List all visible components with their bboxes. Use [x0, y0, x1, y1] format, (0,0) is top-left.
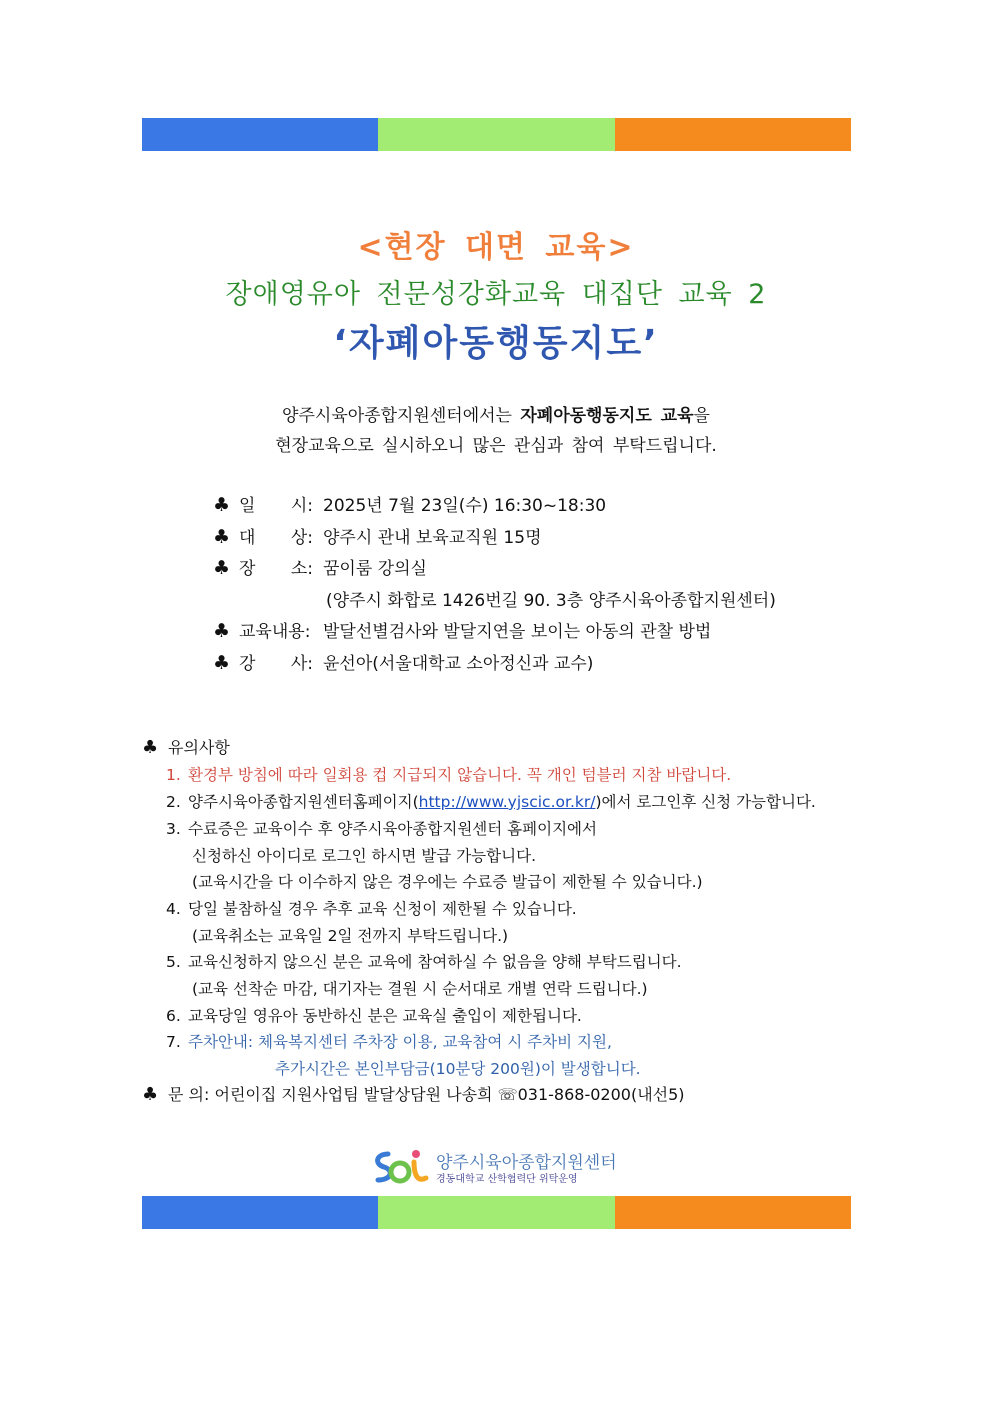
bottom-color-bar [142, 1196, 851, 1229]
contact-phone: 031-868-0200(내선5) [517, 1085, 685, 1104]
center-name: 양주시육아종합지원센터 [436, 1153, 617, 1173]
note-4-line-2: (교육취소는 교육일 2일 전까지 부탁드립니다.) [192, 927, 509, 945]
center-logo [370, 1146, 630, 1188]
note-6: 6. 교육당일 영유아 동반하신 분은 교육실 출입이 제한됩니다. [166, 1007, 582, 1025]
target-value: 양주시 관내 보육교직원 15명 [323, 528, 542, 548]
note-5: 5. 교육신청하지 않으신 분은 교육에 참여하실 수 없음을 양해 부탁드립니다. [166, 953, 682, 971]
bar-segment-orange [615, 118, 851, 151]
place-address: (양주시 화합로 1426번길 90. 3층 양주시육아종합지원센터) [326, 591, 776, 611]
club-bullet-icon: ♣ [213, 557, 231, 579]
content-label: 교육내용: [239, 622, 311, 642]
bar-segment-orange [615, 1196, 851, 1229]
contact-label: 문 의: [168, 1085, 210, 1104]
center-operator: 경동대학교 산학협력단 위탁운영 [436, 1174, 578, 1185]
note-3-line-3: (교육시간을 다 이수하지 않은 경우에는 수료증 발급이 제한될 수 있습니다.) [192, 873, 703, 891]
note-2: 2. 양주시육아종합지원센터홈페이지(http://www.yjscic.or.kr/)에서 로그인후 신청 가능합니다. [166, 793, 816, 811]
detail-date [213, 491, 606, 516]
note-7: 7. 주차안내: 체육복지센터 주차장 이용, 교육참여 시 주차비 지원, [166, 1033, 612, 1051]
bar-segment-blue [142, 1196, 378, 1229]
lecturer-label: 강 사: [239, 654, 313, 674]
target-label: 대 상: [239, 528, 313, 548]
date-value: 2025년 7월 23일(수) 16:30~18:30 [323, 496, 607, 516]
place-label: 장 소: [239, 559, 313, 579]
center-logo-icon [370, 1146, 432, 1188]
intro-course-name: 자폐아동행동지도 교육 [520, 406, 694, 426]
note-4: 4. 당일 불참하실 경우 추후 교육 신청이 제한될 수 있습니다. [166, 900, 577, 918]
content-value: 발달선별검사와 발달지연을 보이는 아동의 관찰 방법 [323, 622, 712, 642]
club-bullet-icon: ♣ [213, 494, 231, 516]
top-color-bar [142, 118, 851, 151]
club-bullet-icon: ♣ [213, 526, 231, 548]
bar-segment-blue [142, 118, 378, 151]
detail-lecturer [213, 649, 593, 674]
course-title: ‘자폐아동행동지도’ [333, 323, 659, 364]
club-bullet-icon: ♣ [213, 652, 231, 674]
note-5-line-2: (교육 선착순 마감, 대기자는 결원 시 순서대로 개별 연락 드립니다.) [192, 980, 648, 998]
place-value: 꿈이룸 강의실 [323, 559, 427, 579]
homepage-link[interactable]: http://www.yjscic.or.kr/ [418, 793, 596, 811]
note-7-line-2: 추가시간은 본인부담금(10분당 200원)이 발생합니다. [275, 1060, 641, 1078]
contact-line [142, 1082, 685, 1105]
contact-person: 어린이집 지원사업팀 발달상담원 나송희 [214, 1085, 498, 1104]
club-bullet-icon: ♣ [213, 620, 231, 642]
club-bullet-icon: ♣ [142, 1084, 159, 1105]
bar-segment-green [378, 1196, 614, 1229]
note-3: 3. 수료증은 교육이수 후 양주시육아종합지원센터 홈페이지에서 [166, 820, 598, 838]
date-label: 일 시: [239, 496, 313, 516]
note-3-line-2: 신청하신 아이디로 로그인 하시면 발급 가능합니다. [192, 847, 536, 865]
intro-line-1: 양주시육아종합지원센터에서는 자폐아동행동지도 교육을 [282, 406, 710, 426]
intro-line-2: 현장교육으로 실시하오니 많은 관심과 참여 부탁드립니다. [275, 436, 717, 456]
intro-paragraph [0, 401, 992, 461]
bar-segment-green [378, 118, 614, 151]
note-1: 1. 환경부 방침에 따라 일회용 컵 지급되지 않습니다. 꼭 개인 텀블러 지참 바랍니다. [166, 766, 732, 784]
detail-place [213, 554, 427, 579]
detail-target [213, 523, 542, 548]
detail-content [213, 617, 711, 642]
notes-title: ♣ 유의사항 [142, 737, 230, 758]
club-bullet-icon: ♣ [142, 737, 159, 758]
phone-icon: ☏ [497, 1085, 518, 1104]
course-series-heading: 장애영유아 전문성강화교육 대집단 교육 2 [225, 279, 767, 310]
event-type-heading: <현장 대면 교육> [357, 230, 635, 265]
lecturer-value: 윤선아(서울대학교 소아정신과 교수) [323, 654, 594, 674]
